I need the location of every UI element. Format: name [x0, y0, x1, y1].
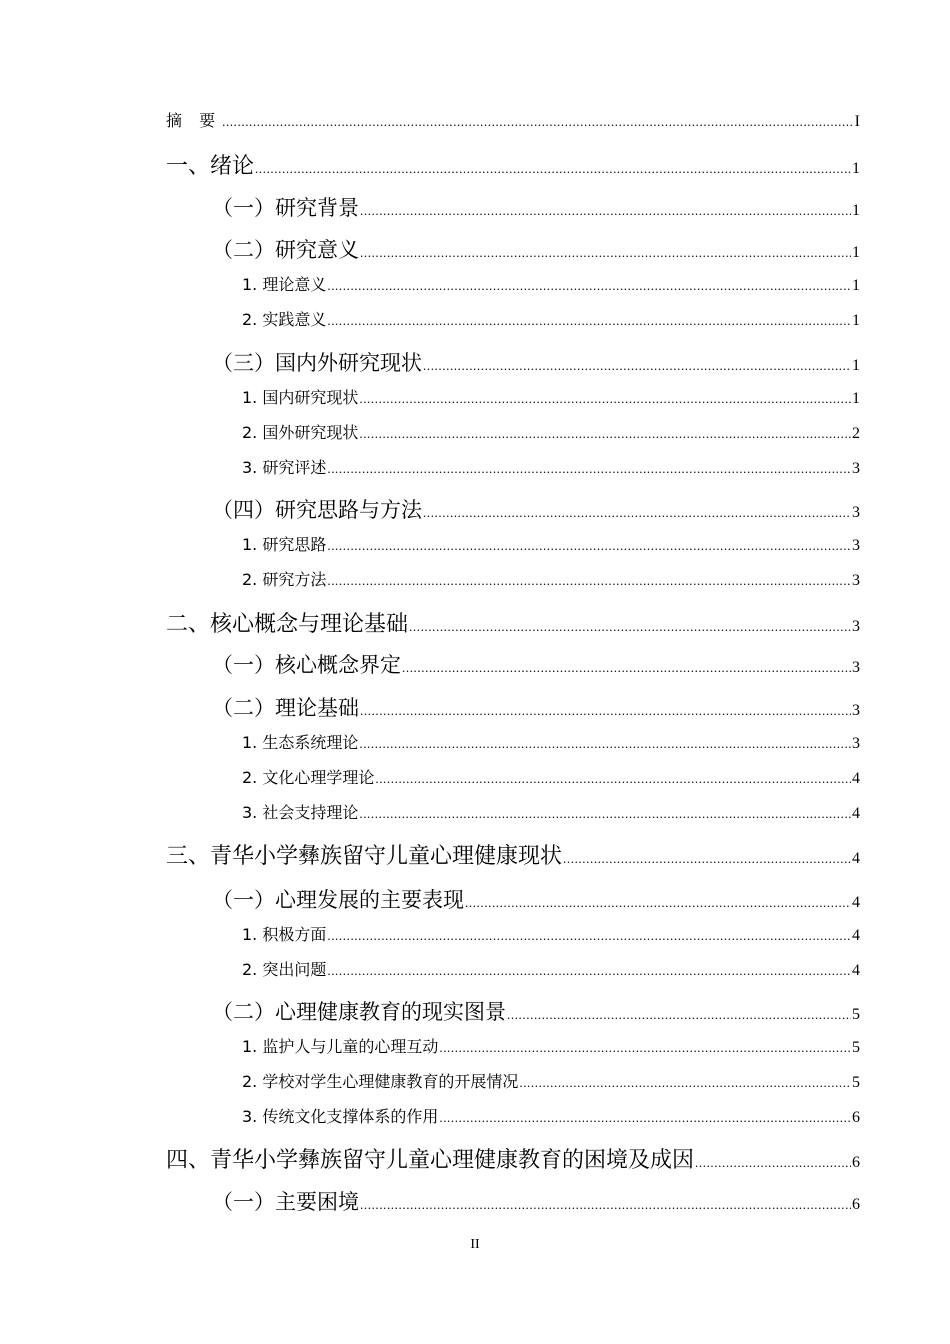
- toc-page-number: 1: [852, 202, 860, 219]
- toc-page-number: 2: [852, 425, 860, 442]
- toc-dot-leader: [327, 538, 851, 554]
- toc-entry[interactable]: [166, 996, 860, 1026]
- toc-entry-title: 1. 国内研究现状: [242, 388, 359, 407]
- toc-entry-title: 1. 理论意义: [242, 275, 327, 294]
- toc-dot-leader: [409, 619, 851, 635]
- toc-entry[interactable]: [166, 839, 860, 870]
- toc-page-number: 4: [852, 805, 860, 822]
- toc-page-number: 1: [852, 312, 860, 329]
- toc-dot-leader: [359, 426, 851, 442]
- toc-dot-leader: [255, 161, 851, 177]
- toc-dot-leader: [375, 771, 851, 787]
- toc-dot-leader: [563, 851, 851, 867]
- toc-dot-leader: [327, 928, 851, 944]
- toc-page-number: 1: [852, 357, 860, 374]
- toc-entry[interactable]: [166, 922, 860, 945]
- toc-entry-title: （一）研究背景: [212, 196, 359, 220]
- toc-page-number: 1: [852, 160, 860, 177]
- toc-entry[interactable]: [166, 1034, 860, 1057]
- toc-entry-title: 一、绪论: [166, 154, 255, 179]
- toc-entry[interactable]: [166, 385, 860, 408]
- toc-entry-title: 1. 积极方面: [242, 925, 327, 944]
- toc-entry[interactable]: [166, 765, 860, 788]
- toc-entry-title: 2. 国外研究现状: [242, 423, 359, 442]
- toc-entry-title: 1. 生态系统理论: [242, 733, 359, 752]
- toc-dot-leader: [222, 114, 854, 130]
- toc-entry-title: 2. 实践意义: [242, 310, 327, 329]
- toc-entry[interactable]: [166, 800, 860, 823]
- toc-entry[interactable]: [166, 455, 860, 478]
- toc-dot-leader: [507, 1007, 851, 1023]
- toc-entry[interactable]: [166, 607, 860, 638]
- toc-page-number: 1: [852, 390, 860, 407]
- toc-entry[interactable]: [166, 730, 860, 753]
- toc-entry[interactable]: [166, 108, 860, 131]
- toc-entry[interactable]: [166, 149, 860, 180]
- toc-page-number: 6: [852, 1109, 860, 1126]
- toc-entry-title: 摘 要: [166, 111, 222, 130]
- toc-entry[interactable]: [166, 347, 860, 377]
- toc-page-number: 5: [852, 1074, 860, 1091]
- toc-entry-title: 二、核心概念与理论基础: [166, 612, 409, 637]
- toc-entry-title: 2. 突出问题: [242, 960, 327, 979]
- toc-page-number: 6: [852, 1154, 860, 1171]
- toc-page-number: 1: [852, 244, 860, 261]
- toc-dot-leader: [695, 1155, 851, 1171]
- toc-entry-title: 3. 传统文化支撑体系的作用: [242, 1107, 439, 1126]
- toc-entry-title: （一）心理发展的主要表现: [212, 888, 464, 912]
- toc-page-number: 3: [852, 702, 860, 719]
- toc-entry-title: 2. 学校对学生心理健康教育的开展情况: [242, 1072, 519, 1091]
- toc-dot-leader: [327, 278, 851, 294]
- toc-entry[interactable]: [166, 957, 860, 980]
- toc-entry-title: 1. 监护人与儿童的心理互动: [242, 1037, 439, 1056]
- toc-entry[interactable]: [166, 494, 860, 524]
- toc-dot-leader: [327, 963, 851, 979]
- toc-dot-leader: [423, 505, 851, 521]
- toc-dot-leader: [360, 203, 851, 219]
- toc-entry-title: 1. 研究思路: [242, 535, 327, 554]
- toc-page-number: 3: [852, 504, 860, 521]
- page-number-footer: II: [470, 1237, 480, 1252]
- toc-page-number: 4: [852, 770, 860, 787]
- toc-entry[interactable]: [166, 692, 860, 722]
- toc-page-number: 4: [852, 962, 860, 979]
- toc-entry-title: （二）研究意义: [212, 238, 359, 262]
- toc-entry-title: （三）国内外研究现状: [212, 351, 422, 375]
- toc-page-number: 3: [852, 460, 860, 477]
- toc-entry[interactable]: [166, 272, 860, 295]
- toc-entry[interactable]: [166, 1104, 860, 1127]
- toc-entry[interactable]: [166, 192, 860, 222]
- toc-page-number: 3: [852, 572, 860, 589]
- toc-dot-leader: [439, 1110, 851, 1126]
- toc-dot-leader: [465, 895, 851, 911]
- toc-entry[interactable]: [166, 567, 860, 590]
- toc-entry[interactable]: [166, 420, 860, 443]
- toc-dot-leader: [519, 1075, 851, 1091]
- toc-entry-title: 3. 社会支持理论: [242, 803, 359, 822]
- toc-dot-leader: [360, 703, 851, 719]
- toc-dot-leader: [402, 660, 851, 676]
- toc-page-number: I: [854, 113, 860, 130]
- toc-entry-title: 四、青华小学彝族留守儿童心理健康教育的困境及成因: [166, 1148, 695, 1173]
- toc-entry-title: 2. 研究方法: [242, 570, 327, 589]
- toc-entry-title: （四）研究思路与方法: [212, 498, 422, 522]
- toc-page-number: 5: [852, 1039, 860, 1056]
- toc-page-number: 4: [852, 894, 860, 911]
- toc-entry-title: （二）心理健康教育的现实图景: [212, 1000, 506, 1024]
- toc-entry[interactable]: [166, 1143, 860, 1174]
- toc-entry[interactable]: [166, 234, 860, 264]
- toc-dot-leader: [327, 313, 851, 329]
- toc-entry[interactable]: [166, 1069, 860, 1092]
- toc-page-number: 5: [852, 1006, 860, 1023]
- toc-page-number: 6: [852, 1196, 860, 1213]
- toc-page-number: 4: [852, 927, 860, 944]
- toc-dot-leader: [360, 1197, 851, 1213]
- toc-dot-leader: [423, 358, 851, 374]
- toc-page-number: 3: [852, 735, 860, 752]
- toc-page-number: 4: [852, 850, 860, 867]
- toc-page-number: 1: [852, 277, 860, 294]
- toc-entry[interactable]: [166, 532, 860, 555]
- toc-entry-title: （一）核心概念界定: [212, 653, 401, 677]
- toc-dot-leader: [359, 736, 851, 752]
- toc-entry-title: （一）主要困境: [212, 1190, 359, 1214]
- toc-dot-leader: [439, 1040, 851, 1056]
- toc-entry[interactable]: [166, 884, 860, 914]
- toc-entry-title: 3. 研究评述: [242, 458, 327, 477]
- toc-dot-leader: [327, 461, 851, 477]
- toc-dot-leader: [327, 573, 851, 589]
- toc-entry[interactable]: [166, 649, 860, 679]
- toc-entry-title: （二）理论基础: [212, 696, 359, 720]
- toc-entry-title: 2. 文化心理学理论: [242, 768, 375, 787]
- toc-entry[interactable]: [166, 307, 860, 330]
- toc-page-number: 3: [852, 537, 860, 554]
- toc-dot-leader: [359, 806, 851, 822]
- toc-dot-leader: [359, 391, 851, 407]
- toc-page-number: 3: [852, 659, 860, 676]
- toc-page-number: 3: [852, 618, 860, 635]
- toc-dot-leader: [360, 245, 851, 261]
- toc-entry-title: 三、青华小学彝族留守儿童心理健康现状: [166, 844, 563, 869]
- toc-entry[interactable]: [166, 1186, 860, 1216]
